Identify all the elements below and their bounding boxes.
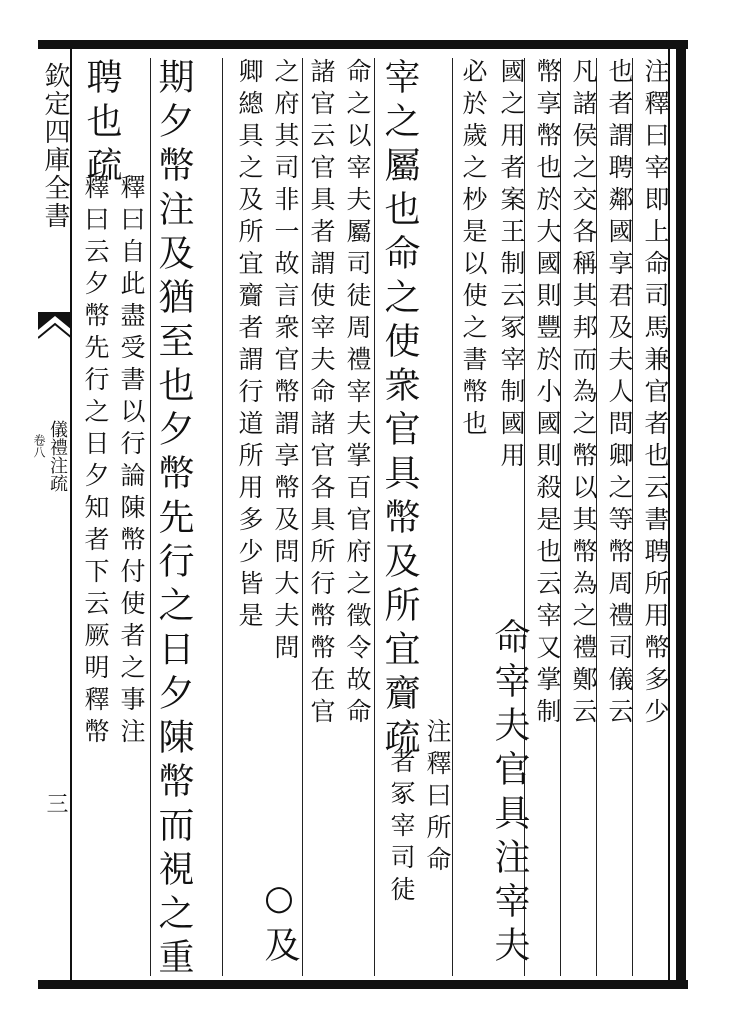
frame-top-border — [38, 40, 688, 49]
commentary-note: 釋曰云夕幣先行之日夕知者下云厥明釋幣 — [81, 174, 110, 750]
classic-text-column: 期夕幣注及猶至也夕幣先行之日夕陳幣而視之重 — [153, 58, 194, 982]
commentary-note: 釋曰自此盡受書以行論陳幣付使者之事注 — [117, 174, 146, 750]
book-series-title: 欽定四庫全書 — [40, 62, 70, 230]
frame-bottom-border — [38, 980, 688, 989]
commentary-column: 命之以宰夫屬司徒周禮宰夫掌百官府之徵令故命 — [343, 58, 372, 730]
commentary-column: 卿總具之及所宜齎者謂行道所用多少皆是 — [235, 58, 264, 634]
classic-text-column — [258, 878, 300, 970]
classic-text-column: 宰之屬也命之使衆官具幣及所宜齎疏 — [379, 58, 420, 762]
commentary-column: 也者謂聘鄰國享君及夫人問卿之等幣周禮司儀云 — [605, 58, 634, 730]
margin-divider-line — [70, 49, 72, 980]
classic-text-fragment: 及 — [259, 926, 300, 970]
classic-text-column: 命宰夫官具注宰夫 — [489, 618, 530, 970]
commentary-note: 者冢宰司徒 — [387, 748, 416, 908]
commentary-column: 凡諸侯之交各稱其邦而為之幣以其幣為之禮鄭云 — [569, 58, 598, 730]
frame-right-border — [676, 40, 686, 989]
commentary-note: 注釋曰所命 — [423, 718, 452, 878]
commentary-column: 之府其司非一故言衆官幣謂享幣及問大夫問 — [271, 58, 300, 666]
page-number: 三 — [43, 792, 68, 814]
fish-tail-icon — [38, 312, 72, 352]
circle-mark-icon: ○ — [259, 878, 299, 926]
book-title: 儀禮注疏 — [47, 420, 68, 492]
commentary-column: 幣享幣也於大國則豐於小國則殺是也云宰又掌制 — [533, 58, 562, 730]
volume-number: 卷八 — [32, 434, 46, 458]
classic-text-column: 聘也疏 — [81, 58, 122, 190]
commentary-column: 必於歲之杪是以使之書幣也 — [459, 58, 488, 442]
commentary-column: 諸官云官具者謂使宰夫命諸官各具所行幣幣在官 — [307, 58, 336, 730]
text-block — [78, 58, 670, 982]
commentary-column: 國之用者案王制云冢宰制國用 — [497, 58, 526, 474]
commentary-column: 注釋曰宰即上命司馬兼官者也云書聘所用幣多少 — [641, 58, 670, 730]
